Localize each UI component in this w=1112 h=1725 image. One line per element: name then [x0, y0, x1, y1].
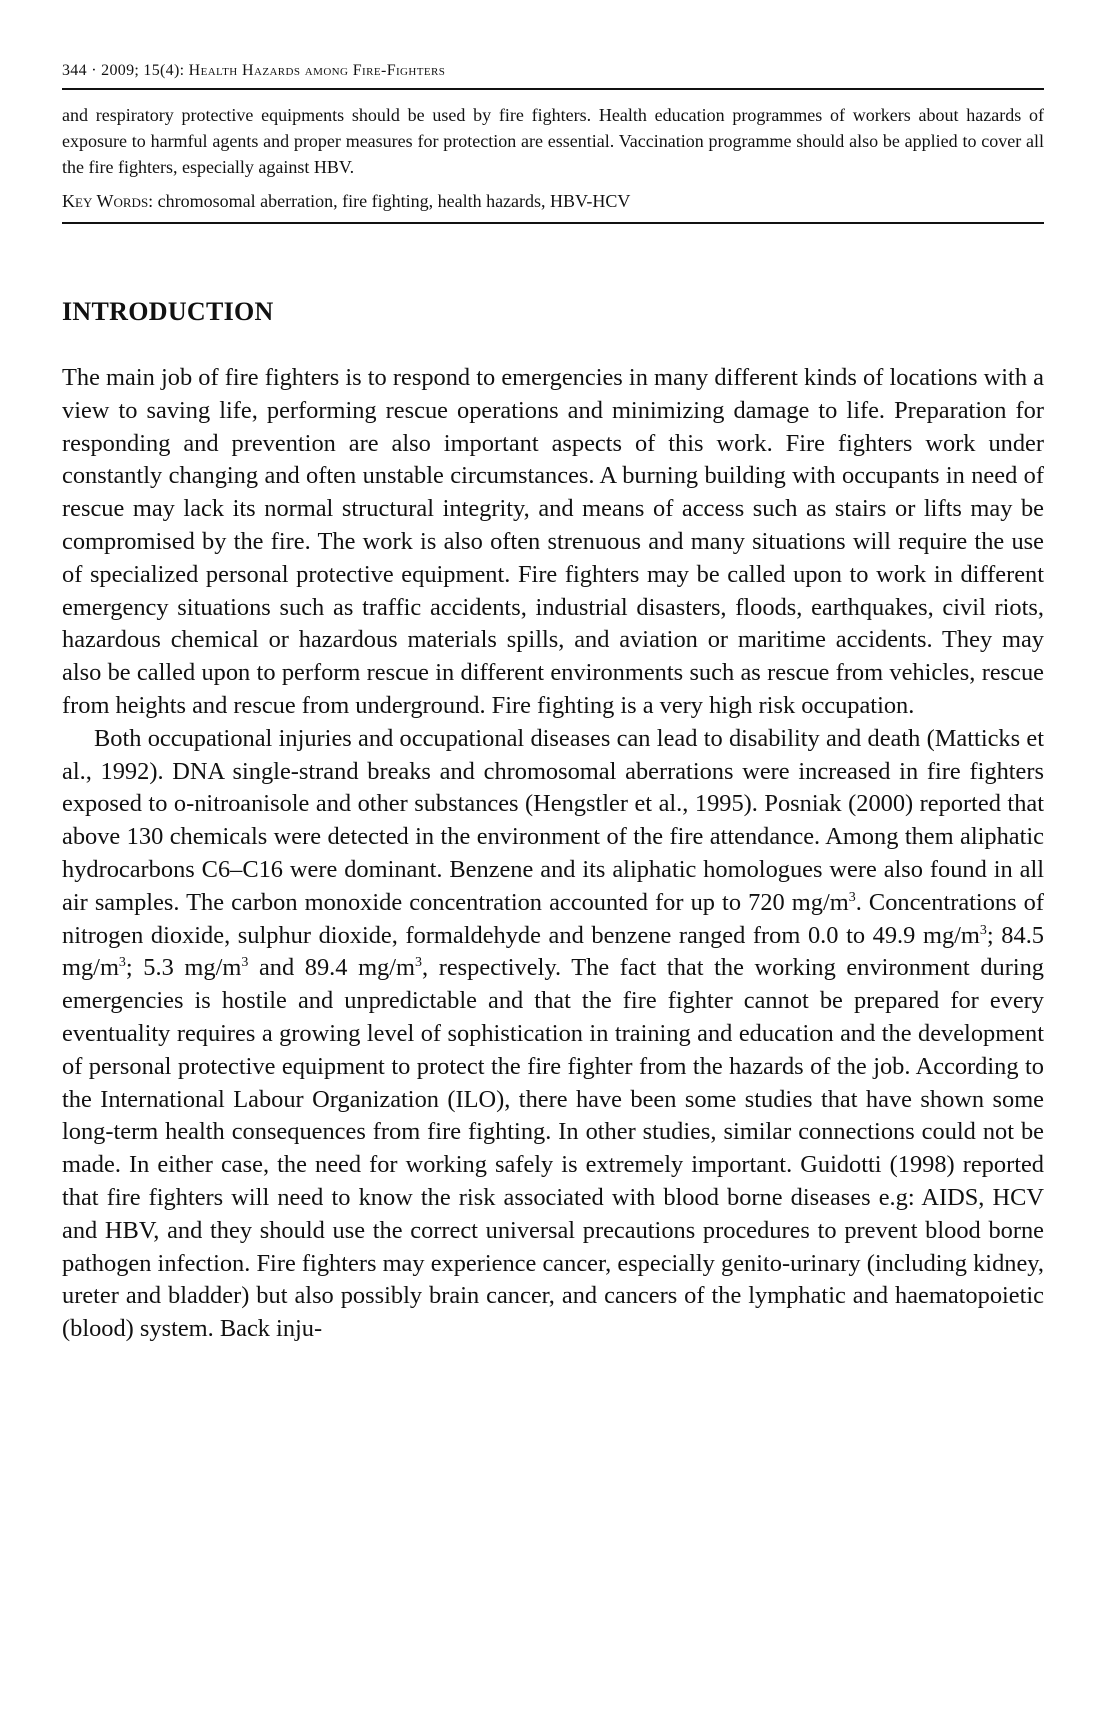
header-separator: ·	[91, 62, 97, 79]
superscript-cubed: 3	[415, 955, 422, 971]
paragraph-2-part-a: Both occupational injuries and occupational diseases can lead to disability and death (Matticks et al., 1992). DNA single-strand breaks and chromosomal aberrations were increased in fire fighters exposed to o-nitroanisole and other substances (Hengstler et al., 1995). Posniak (2000) reported that above 130 chemicals were detected in the environment of the fire attendance. Among them aliphatic hydrocarbons C6–C16 were dominant. Benzene and its aliphatic homologues were also found in all air samples. The carbon monoxide concentration accounted for up to 720 mg/m	[62, 724, 1044, 916]
paragraph-2-part-e: and 89.4 mg/m	[248, 954, 415, 982]
paragraph-1: The main job of fire fighters is to respond to emergencies in many different kinds of locations with a view to saving life, performing rescue operations and minimizing damage to life. Preparation for responding and prevention are also important aspects of this work. Fire fighters work under constantly changing and often unstable circumstances. A burning building with occupants in need of rescue may lack its normal structural integrity, and means of access such as stairs or lifts may be compromised by the fire. The work is also often strenuous and many situations will require the use of specialized personal protective equipment. Fire fighters may be called upon to work in different emergency situations such as traffic accidents, industrial disasters, floods, earthquakes, civil riots, hazardous chemical or hazardous materials spills, and aviation or maritime accidents. They may also be called upon to perform rescue in different environments such as rescue from vehicles, rescue from heights and rescue from underground. Fire fighting is a very high risk occupation.	[62, 364, 1044, 719]
paragraph-2-part-b: . Concentrations of nitrogen dioxide, sulphur dioxide, formaldehyde and benzene ranged from 0.0 to 49.9 mg/m	[62, 888, 1045, 949]
superscript-cubed: 3	[241, 955, 249, 971]
keywords-label: Key Words:	[62, 191, 154, 211]
paragraph-2-part-d: ; 5.3 mg/m	[125, 954, 242, 982]
superscript-cubed: 3	[118, 955, 126, 971]
paragraph-2-part-f: , respectively. The fact that the working environment during emergencies is hostile and unpredictable and that the fire fighter cannot be prepared for every eventuality requires a growing level of sophistication in training and education and the development of personal protective equipment to protect the fire fighter from the hazards of the job. According to the International Labour Organization (ILO), there have been some studies that have shown some long-term health consequences from fire fighting. In other studies, similar connections could not be made. In either case, the need for working safely is extremely important. Guidotti (1998) reported that fire fighters will need to know the risk associated with blood borne diseases e.g: AIDS, HCV and HBV, and they should use the correct universal precautions procedures to prevent blood borne pathogen infection. Fire fighters may experience cancer, especially genito-urinary (including kidney, ureter and bladder) but also possibly brain cancer, and cancers of the lymphatic and haematopoietic (blood) system. Back inju-	[62, 954, 1044, 1343]
section-heading-introduction: INTRODUCTION	[62, 297, 274, 326]
journal-page	[62, 60, 1044, 1346]
introduction-body	[62, 362, 1044, 1346]
keywords-line	[62, 188, 1044, 224]
paragraph-2	[62, 723, 1044, 1346]
journal-citation: 2009; 15(4):	[101, 62, 185, 79]
paragraph-2-part-c: ; 84.5 mg/m	[62, 921, 1044, 982]
page-number: 344	[62, 62, 87, 79]
keywords-text: chromosomal aberration, fire fighting, health hazards, HBV-HCV	[157, 191, 631, 211]
running-title: Health Hazards among Fire-Fighters	[188, 62, 446, 79]
superscript-cubed: 3	[848, 889, 856, 905]
superscript-cubed: 3	[979, 922, 987, 938]
abstract-continuation: and respiratory protective equipments should be used by fire fighters. Health education programmes of workers about hazards of exposure to harmful agents and proper measures for protection are essential. Vaccination programme should also be applied to cover all the fire fighters, especially against HBV.	[62, 105, 1044, 177]
running-header	[62, 60, 1044, 90]
